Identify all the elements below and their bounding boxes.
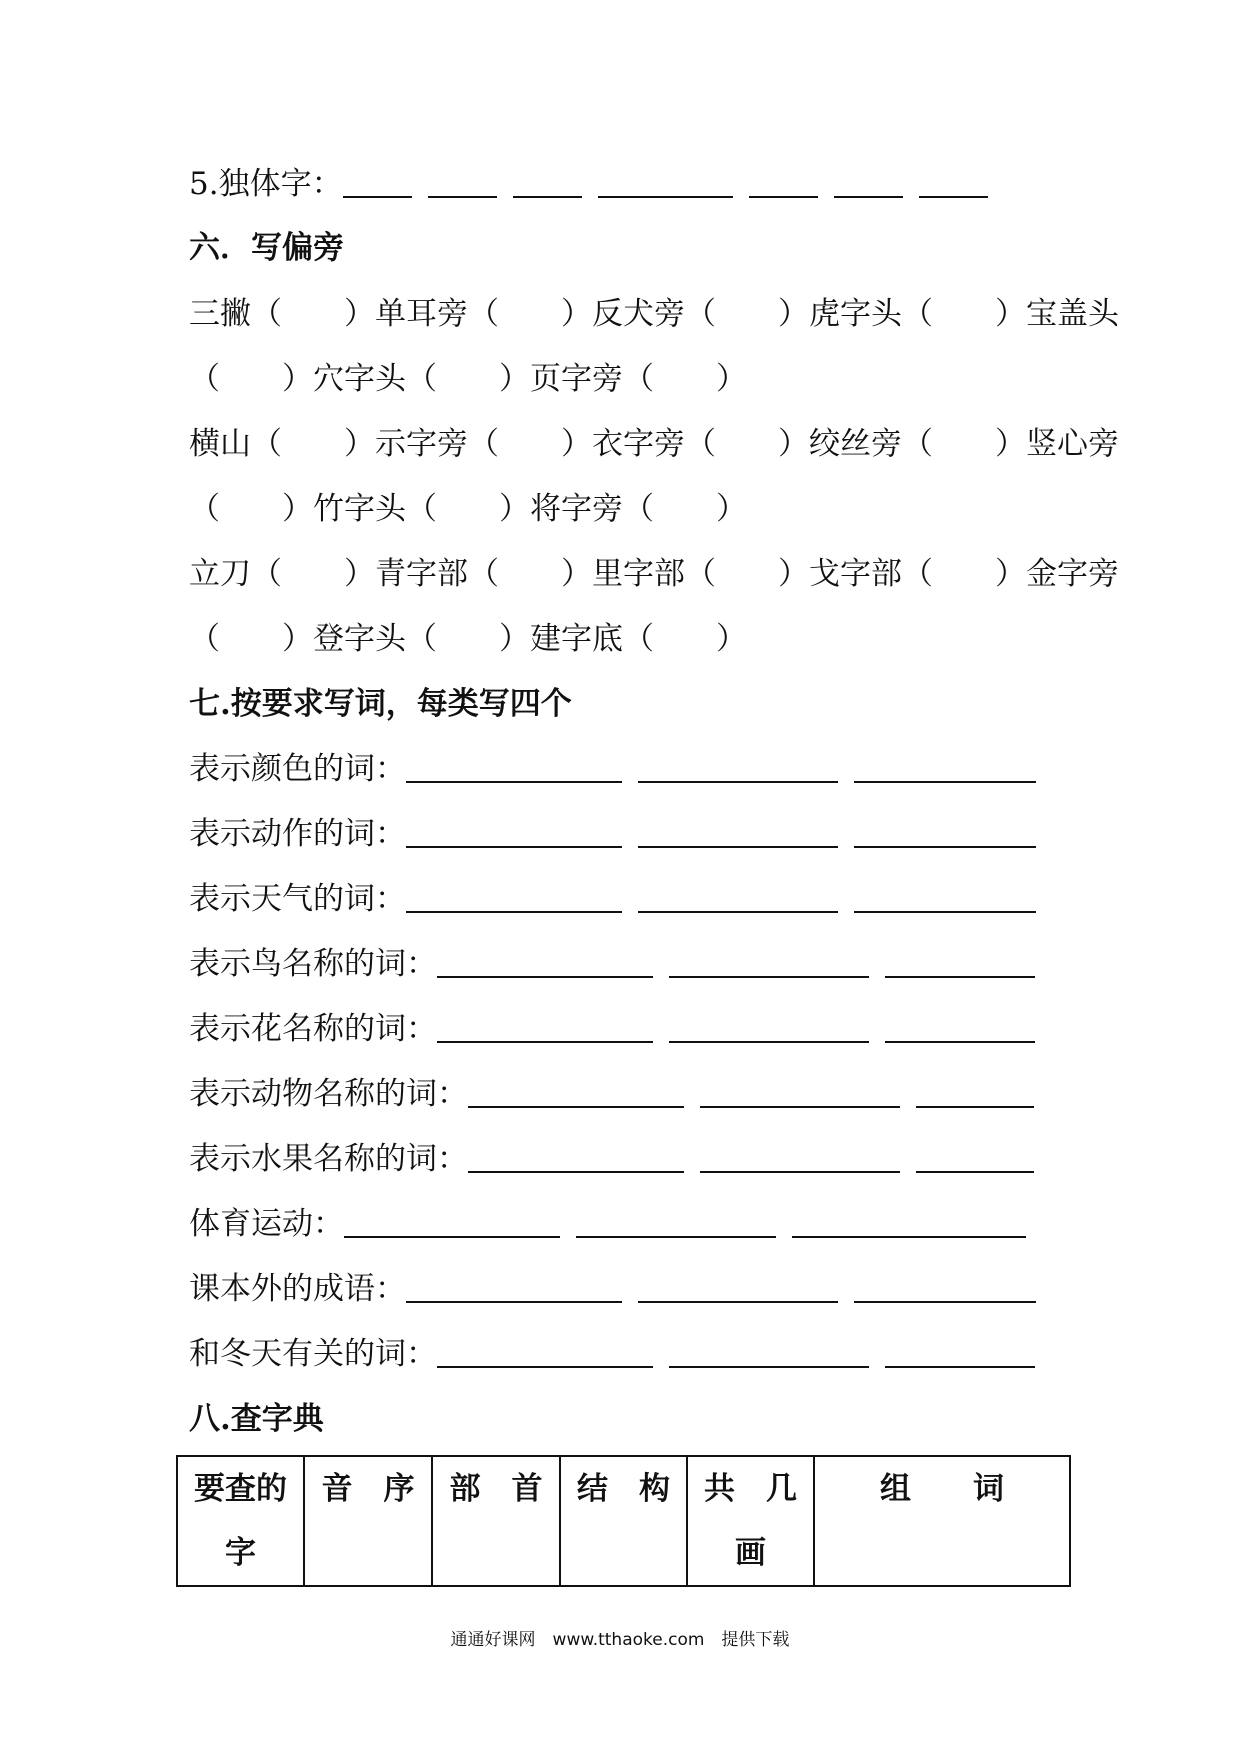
answer-blank[interactable] (885, 976, 1035, 978)
answer-blank[interactable] (792, 1236, 1026, 1238)
word-category-label: 表示动作的词： (189, 816, 406, 852)
table-header-cell: 组 词 (814, 1456, 1070, 1586)
answer-blank[interactable] (468, 1171, 684, 1173)
answer-blank[interactable] (598, 196, 733, 198)
word-category-line (189, 1334, 1051, 1374)
answer-blank[interactable] (854, 781, 1036, 783)
word-category-label: 课本外的成语： (189, 1271, 406, 1307)
answer-blank[interactable] (638, 911, 838, 913)
table-header-cell: 共 几画 (687, 1456, 814, 1586)
word-category-line (189, 1074, 1050, 1114)
word-category-label: 体育运动： (189, 1206, 344, 1242)
table-header-cell: 结 构 (560, 1456, 687, 1586)
answer-blank[interactable] (428, 196, 497, 198)
radical-line: （ ）登字头（ ）建字底（ ） (189, 621, 747, 657)
answer-blank[interactable] (669, 1041, 869, 1043)
radical-line: 立刀（ ）青字部（ ）里字部（ ）戈字部（ ）金字旁 (189, 556, 1119, 592)
section5-label: 5.独体字： (189, 166, 343, 202)
answer-blank[interactable] (406, 1301, 622, 1303)
answer-blank[interactable] (406, 911, 622, 913)
answer-blank[interactable] (885, 1041, 1035, 1043)
answer-blank[interactable] (576, 1236, 776, 1238)
word-category-label: 表示颜色的词： (189, 751, 406, 787)
word-category-line (189, 1269, 1052, 1309)
word-category-label: 表示动物名称的词： (189, 1076, 468, 1112)
answer-blank[interactable] (916, 1171, 1034, 1173)
answer-blank[interactable] (638, 781, 838, 783)
table-header-cell: 部 首 (432, 1456, 560, 1586)
answer-blank[interactable] (406, 846, 622, 848)
radical-line: 横山（ ）示字旁（ ）衣字旁（ ）绞丝旁（ ）竖心旁 (189, 426, 1119, 462)
word-category-label: 表示天气的词： (189, 881, 406, 917)
answer-blank[interactable] (834, 196, 903, 198)
word-category-line (189, 749, 1052, 789)
answer-blank[interactable] (437, 1041, 653, 1043)
answer-blank[interactable] (669, 976, 869, 978)
word-category-label: 表示水果名称的词： (189, 1141, 468, 1177)
word-category-line (189, 1009, 1051, 1049)
word-category-line (189, 879, 1052, 919)
answer-blank[interactable] (854, 911, 1036, 913)
answer-blank[interactable] (638, 1301, 838, 1303)
answer-blank[interactable] (749, 196, 818, 198)
table-header-cell: 音 序 (304, 1456, 432, 1586)
answer-blank[interactable] (437, 976, 653, 978)
answer-blank[interactable] (669, 1366, 869, 1368)
section6-heading: 六．写偏旁 (189, 230, 344, 266)
answer-blank[interactable] (916, 1106, 1034, 1108)
page-footer: 通通好课网 www.tthaoke.com 提供下载 (450, 1630, 790, 1650)
section5-line (189, 164, 1004, 204)
word-category-line (189, 1139, 1050, 1179)
answer-blank[interactable] (919, 196, 988, 198)
answer-blank[interactable] (700, 1106, 900, 1108)
answer-blank[interactable] (638, 846, 838, 848)
word-category-line (189, 1204, 1042, 1244)
answer-blank[interactable] (513, 196, 582, 198)
word-category-label: 表示鸟名称的词： (189, 946, 437, 982)
answer-blank[interactable] (406, 781, 622, 783)
radical-line: （ ）穴字头（ ）页字旁（ ） (189, 361, 747, 397)
answer-blank[interactable] (468, 1106, 684, 1108)
section7-heading: 七.按要求写词，每类写四个 (189, 686, 572, 722)
word-category-line (189, 944, 1051, 984)
answer-blank[interactable] (700, 1171, 900, 1173)
answer-blank[interactable] (854, 1301, 1036, 1303)
section8-heading: 八.查字典 (189, 1401, 324, 1437)
word-category-label: 和冬天有关的词： (189, 1336, 437, 1372)
dictionary-table (176, 1455, 1071, 1587)
word-category-line (189, 814, 1052, 854)
table-row (177, 1456, 1070, 1586)
answer-blank[interactable] (437, 1366, 653, 1368)
table-header-cell: 要查的字 (177, 1456, 304, 1586)
answer-blank[interactable] (344, 1236, 560, 1238)
radical-line: （ ）竹字头（ ）将字旁（ ） (189, 491, 747, 527)
answer-blank[interactable] (343, 196, 412, 198)
answer-blank[interactable] (885, 1366, 1035, 1368)
word-category-label: 表示花名称的词： (189, 1011, 437, 1047)
radical-line: 三撇（ ）单耳旁（ ）反犬旁（ ）虎字头（ ）宝盖头 (189, 296, 1119, 332)
answer-blank[interactable] (854, 846, 1036, 848)
